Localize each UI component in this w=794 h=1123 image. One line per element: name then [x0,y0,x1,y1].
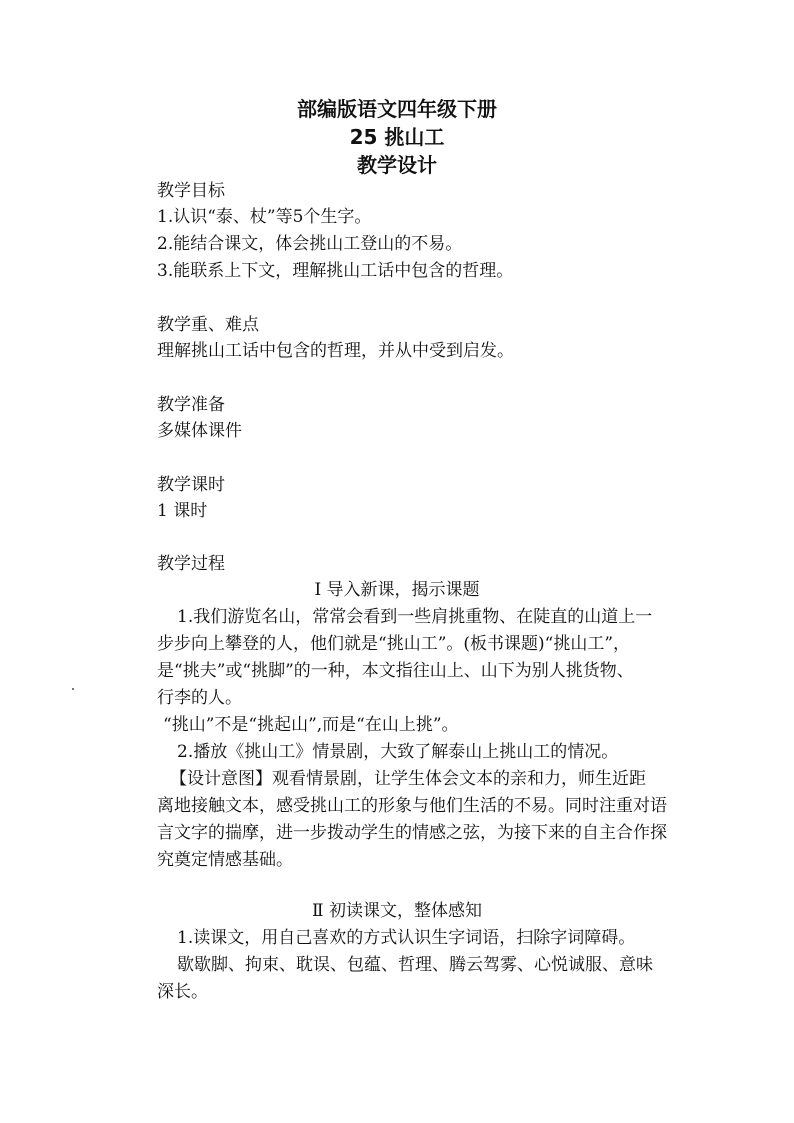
part1-quote: “挑山”不是“挑起山”,而是“在山上挑”。 [163,715,459,735]
preparation-text: 多媒体课件 [157,421,242,441]
part2-paragraph1: 1.读课文，用自己喜欢的方式认识生字词语，扫除字词障碍。 [177,928,636,948]
design-intent-line4: 究奠定情感基础。 [157,850,293,870]
part1-title: Ⅰ 导入新课，揭示课题 [314,580,480,600]
goal-item-1: 1.认识“泰、杖”等5个生字。 [157,207,372,227]
hours-text: 1 课时 [157,501,208,521]
part2-words-line2: 深长。 [157,982,208,1002]
key-points-heading: 教学重、难点 [157,315,259,335]
goal-item-3: 3.能联系上下文，理解挑山工话中包含的哲理。 [157,261,514,281]
goals-heading: 教学目标 [157,181,225,201]
left-margin-mark [72,688,74,690]
design-intent-line3: 言文字的揣摩，进一步拨动学生的情感之弦，为接下来的自主合作探 [157,823,667,843]
preparation-heading: 教学准备 [157,395,225,415]
part1-paragraph2: 2.播放《挑山工》情景剧，大致了解泰山上挑山工的情况。 [177,742,619,762]
document-title-line-2: 25 挑山工 [349,125,445,149]
document-title-line-3: 教学设计 [357,153,437,177]
part1-paragraph1-line1: 1.我们游览名山，常常会看到一些肩挑重物、在陡直的山道上一 [177,607,653,627]
document-title-line-1: 部编版语文四年级下册 [297,97,497,121]
design-intent-line2: 离地接触文本，感受挑山工的形象与他们生活的不易。同时注重对语 [157,796,667,816]
part2-title: Ⅱ 初读课文，整体感知 [312,901,482,921]
hours-heading: 教学课时 [157,475,225,495]
goal-item-2: 2.能结合课文，体会挑山工登山的不易。 [157,234,463,254]
part1-paragraph1-line4: 行李的人。 [157,688,242,708]
part1-paragraph1-line2: 步步向上攀登的人，他们就是“挑山工”。(板书课题)“挑山工”， [157,634,631,654]
part1-paragraph1-line3: 是“挑夫”或“挑脚”的一种，本文指往山上、山下为别人挑货物、 [157,661,634,681]
design-intent-line1: 【设计意图】观看情景剧，让学生体会文本的亲和力，师生近距 [170,769,646,789]
part2-words-line1: 歇歇脚、拘束、耽误、包蕴、哲理、腾云驾雾、心悦诚服、意味 [177,955,653,975]
process-heading: 教学过程 [157,554,225,574]
key-points-text: 理解挑山工话中包含的哲理，并从中受到启发。 [157,341,514,361]
